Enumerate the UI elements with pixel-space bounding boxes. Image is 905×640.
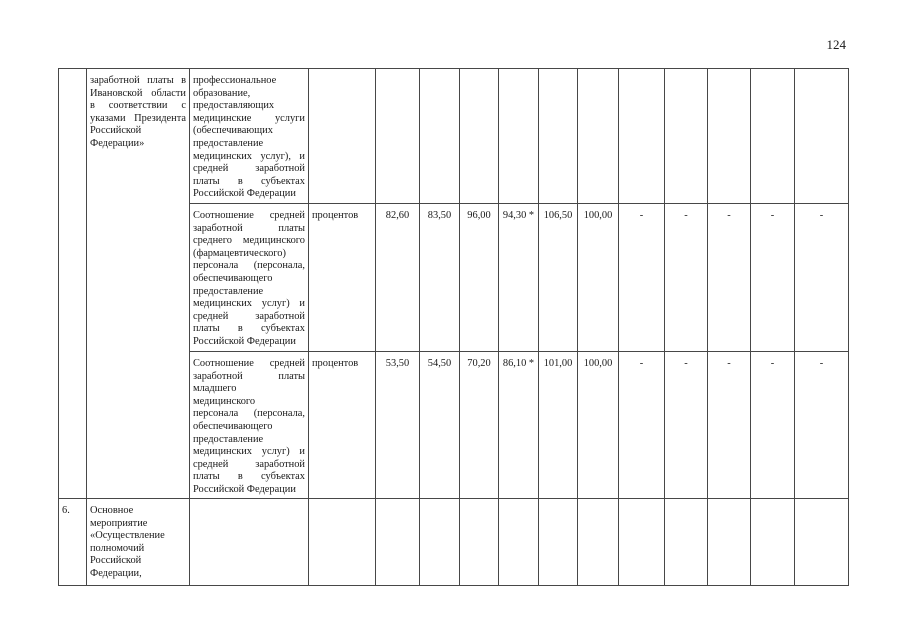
text-line: мероприятие: [90, 517, 148, 529]
value-cell: [499, 499, 539, 586]
value-cell: -: [751, 352, 795, 499]
value-cell: [539, 69, 578, 204]
text-line: медицинских услуг) и: [193, 446, 305, 458]
text-line: «Осуществление: [90, 530, 165, 542]
value-cell: 54,50: [420, 352, 460, 499]
measure-text: [90, 505, 186, 581]
text-line: Ивановской области: [90, 87, 186, 99]
value-cell: [665, 69, 708, 204]
value-cell: -: [708, 352, 751, 499]
value-cell: 106,50: [539, 204, 578, 352]
value-cell: [795, 69, 849, 204]
unit-cell: [309, 499, 376, 586]
value-cell: [499, 69, 539, 204]
value-cell: [460, 69, 499, 204]
text-line: младшего: [193, 383, 237, 395]
text-line: предоставление: [193, 433, 264, 445]
value-cell: -: [619, 204, 665, 352]
page-number: 124: [826, 37, 846, 52]
value-cell: [420, 69, 460, 204]
text-line: Российской Федерации: [193, 483, 296, 495]
measure-cell: [87, 499, 190, 586]
indicator-cell: [190, 204, 309, 352]
value-cell: 100,00: [578, 352, 619, 499]
value-cell: -: [795, 352, 849, 499]
text-line: Российской: [90, 125, 142, 137]
text-line: в соответствии с: [90, 100, 186, 112]
text-line: платы в субъектах: [193, 471, 305, 483]
text-line: платы в субъектах: [193, 323, 305, 335]
value-cell: -: [795, 204, 849, 352]
value-cell: [708, 499, 751, 586]
value-cell: 94,30 *: [499, 204, 539, 352]
value-cell: [578, 69, 619, 204]
text-line: (обеспечивающих: [193, 125, 273, 137]
text-line: заработной платы в: [90, 75, 186, 86]
text-line: Российской: [90, 555, 142, 567]
measure-text: [90, 75, 186, 151]
text-line: Российской Федерации: [193, 188, 296, 200]
value-cell: [665, 499, 708, 586]
text-line: образование,: [193, 87, 251, 99]
text-line: медицинского: [193, 395, 256, 407]
text-line: заработной платы: [193, 370, 305, 382]
text-line: полномочий: [90, 542, 145, 554]
text-line: (фармацевтического): [193, 247, 286, 259]
text-line: профессиональное: [193, 75, 277, 86]
text-line: медицинских услуг), и: [193, 150, 305, 162]
value-cell: 101,00: [539, 352, 578, 499]
value-cell: -: [751, 204, 795, 352]
indicator-cell: [190, 69, 309, 204]
value-cell: [795, 499, 849, 586]
value-cell: -: [619, 352, 665, 499]
value-cell: [619, 69, 665, 204]
value-cell: -: [708, 204, 751, 352]
text-line: Российской Федерации: [193, 335, 296, 347]
table-row: [59, 499, 849, 586]
indicator-cell: [190, 352, 309, 499]
unit-cell: процентов: [309, 352, 376, 499]
value-cell: [751, 69, 795, 204]
text-line: средней заработной: [193, 163, 305, 175]
table-row: [59, 69, 849, 204]
value-cell: [539, 499, 578, 586]
text-line: указами Президента: [90, 112, 186, 124]
indicator-cell: [190, 499, 309, 586]
value-cell: [376, 69, 420, 204]
indicator-text: [193, 358, 305, 497]
text-line: Основное: [90, 505, 134, 516]
row-number-cell: [59, 69, 87, 499]
value-cell: 82,60: [376, 204, 420, 352]
indicator-text: [193, 75, 305, 201]
value-cell: 83,50: [420, 204, 460, 352]
text-line: медицинские услуги: [193, 112, 305, 124]
program-table: [58, 68, 849, 586]
text-line: Соотношение средней: [193, 210, 305, 221]
text-line: заработной платы: [193, 222, 305, 234]
unit-cell: [309, 69, 376, 204]
value-cell: 70,20: [460, 352, 499, 499]
text-line: обеспечивающего: [193, 272, 273, 284]
value-cell: [376, 499, 420, 586]
text-line: Федерации»: [90, 137, 145, 149]
value-cell: [578, 499, 619, 586]
text-line: средней заработной: [193, 310, 305, 322]
value-cell: 86,10 *: [499, 352, 539, 499]
value-cell: -: [665, 204, 708, 352]
text-line: медицинских услуг) и: [193, 298, 305, 310]
text-line: платы в субъектах: [193, 175, 305, 187]
value-cell: 53,50: [376, 352, 420, 499]
text-line: Федерации,: [90, 567, 142, 579]
text-line: Соотношение средней: [193, 358, 305, 369]
unit-cell: процентов: [309, 204, 376, 352]
text-line: персонала (персонала,: [193, 260, 305, 272]
text-line: обеспечивающего: [193, 420, 273, 432]
value-cell: [751, 499, 795, 586]
measure-cell: [87, 69, 190, 499]
text-line: средней заработной: [193, 458, 305, 470]
text-line: предоставление: [193, 285, 264, 297]
value-cell: [460, 499, 499, 586]
text-line: среднего медицинского: [193, 235, 305, 247]
value-cell: [619, 499, 665, 586]
value-cell: [708, 69, 751, 204]
text-line: предоставляющих: [193, 100, 275, 112]
indicator-text: [193, 210, 305, 349]
value-cell: -: [665, 352, 708, 499]
text-line: предоставление: [193, 137, 264, 149]
value-cell: 96,00: [460, 204, 499, 352]
value-cell: [420, 499, 460, 586]
row-number-cell: 6.: [59, 499, 87, 586]
value-cell: 100,00: [578, 204, 619, 352]
text-line: персонала (персонала,: [193, 408, 305, 420]
